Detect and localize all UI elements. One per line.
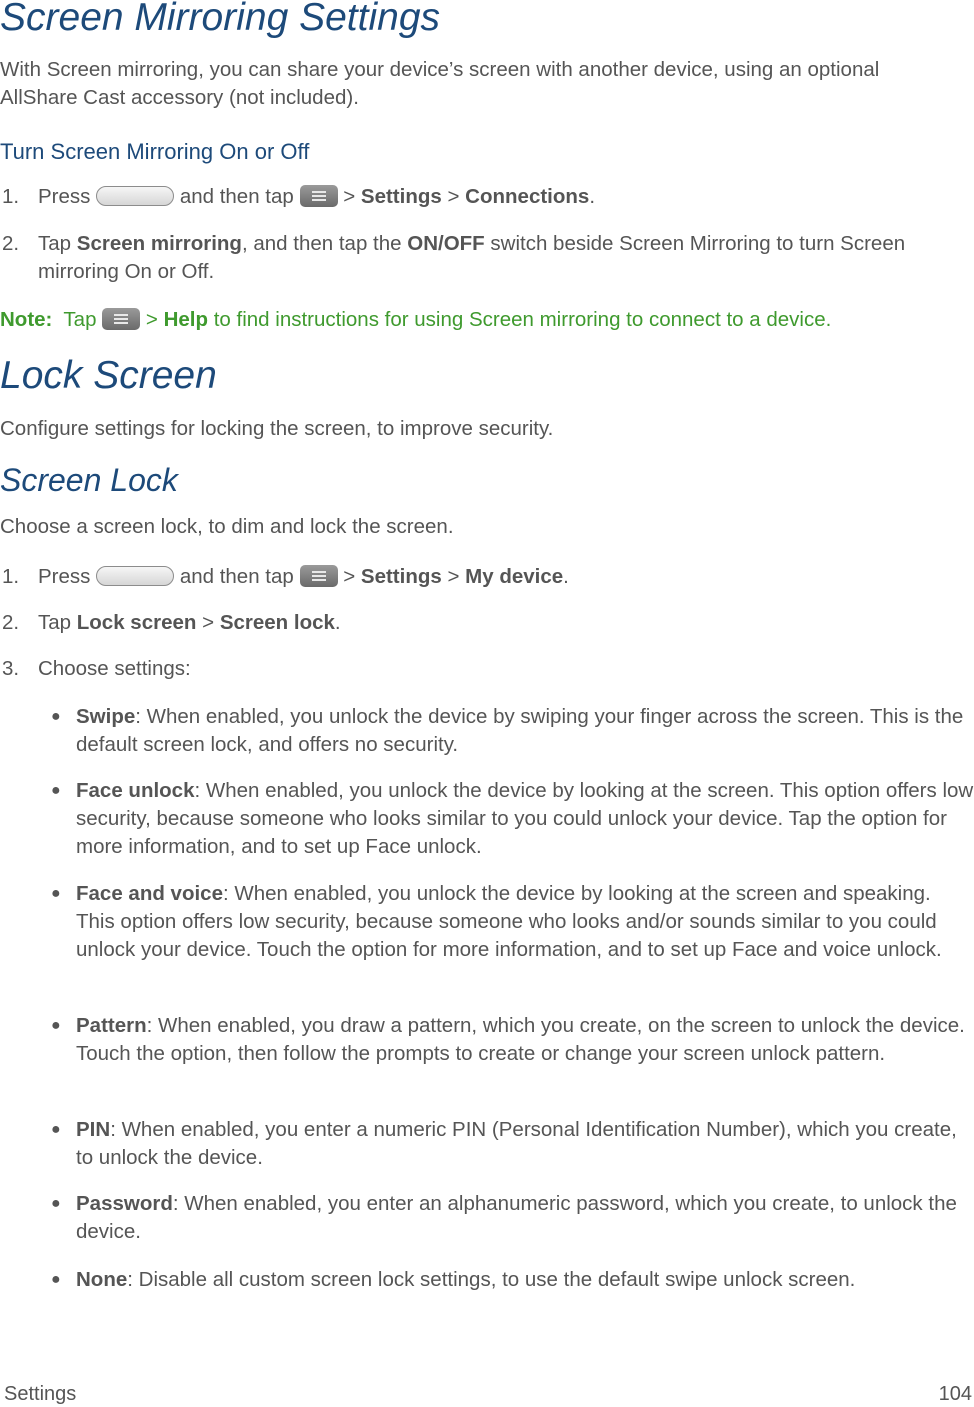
- bullet-icon: ●: [51, 1121, 61, 1138]
- step-text: switch beside Screen Mirroring to turn Screen mirroring On or Off.: [38, 232, 906, 283]
- screen-mirroring-label: Screen mirroring: [76, 232, 242, 255]
- option-name: Face and voice: [76, 882, 223, 905]
- footer-section: Settings: [4, 1383, 77, 1405]
- period: .: [589, 185, 596, 208]
- on-off-label: ON/OFF: [407, 232, 485, 255]
- option-name: PIN: [76, 1118, 111, 1141]
- screen-lock-intro: Choose a screen lock, to dim and lock the screen.: [0, 515, 454, 538]
- screen-lock-label: Screen lock: [219, 611, 335, 634]
- lock-screen-intro: Configure settings for locking the screen, to improve security.: [0, 417, 554, 440]
- option-name: Password: [76, 1192, 173, 1215]
- bullet-icon: ●: [51, 885, 61, 902]
- option-desc: : When enabled, you unlock the device by looking at the screen. This option offers low security, because someone who looks similar to you could unlock your device. Tap the option for more information, and to set up Face unlock.: [76, 779, 974, 858]
- option-name: Pattern: [76, 1014, 147, 1037]
- separator: >: [343, 565, 356, 588]
- option-name: None: [76, 1268, 128, 1291]
- bullet-icon: ●: [51, 782, 61, 799]
- step-number: 3.: [2, 657, 20, 680]
- subtitle-turn-mirroring: Turn Screen Mirroring On or Off: [0, 139, 310, 164]
- step-text: Press: [38, 565, 91, 588]
- separator: >: [202, 611, 215, 634]
- my-device-label: My device: [465, 565, 564, 588]
- option-desc: : When enabled, you enter a numeric PIN (Personal Identification Number), which you create, to unlock the device.: [76, 1118, 957, 1169]
- section-title-screen-lock: Screen Lock: [0, 462, 178, 498]
- separator: >: [447, 185, 460, 208]
- option-name: Face unlock: [76, 779, 195, 802]
- step-text: and then tap: [179, 185, 294, 208]
- separator: >: [343, 185, 356, 208]
- note-label: Note:: [0, 308, 53, 331]
- step-number: 1.: [2, 565, 20, 588]
- step-text: , and then tap the: [241, 232, 402, 255]
- page-title-screen-mirroring: Screen Mirroring Settings: [0, 0, 441, 39]
- step-number: 2.: [2, 232, 20, 255]
- bullet-icon: ●: [51, 708, 61, 725]
- step-number: 2.: [2, 611, 20, 634]
- lock-screen-label: Lock screen: [76, 611, 197, 634]
- period: .: [563, 565, 569, 588]
- step-text: Tap: [38, 232, 72, 255]
- step-text: and then tap: [179, 565, 294, 588]
- step-number: 1.: [2, 185, 20, 208]
- period: .: [334, 611, 341, 634]
- step-text: Press: [38, 185, 91, 208]
- option-name: Swipe: [76, 705, 136, 728]
- step-text: Tap: [38, 611, 72, 634]
- note-text: to find instructions for using Screen mirroring to connect to a device.: [213, 308, 832, 331]
- bullet-icon: ●: [51, 1271, 61, 1288]
- home-key-icon: [96, 566, 174, 586]
- footer-page-number: 104: [938, 1383, 972, 1405]
- bullet-icon: ●: [51, 1017, 61, 1034]
- separator: >: [145, 308, 158, 331]
- home-key-icon: [96, 186, 174, 206]
- step-text: Choose settings:: [38, 657, 191, 680]
- screen-mirroring-intro: With Screen mirroring, you can share your device’s screen with another device, using an optional AllShare Cast accessory (not included).: [0, 58, 880, 109]
- settings-label: Settings: [360, 185, 442, 208]
- option-desc: : When enabled, you enter an alphanumeric password, which you create, to unlock the device.: [76, 1192, 957, 1243]
- option-desc: : When enabled, you unlock the device by looking at the screen and speaking. This option offers low security, because someone who looks and/or sounds similar to you could unlock your device. Touch the option for more information, and to set up Face and voice unlock.: [76, 882, 942, 961]
- separator: >: [447, 565, 460, 588]
- note-text: Tap: [63, 308, 97, 331]
- option-desc: : Disable all custom screen lock settings, to use the default swipe unlock screen.: [127, 1268, 856, 1291]
- page-title-lock-screen: Lock Screen: [0, 354, 217, 397]
- settings-label: Settings: [360, 565, 442, 588]
- menu-key-icon: [102, 308, 140, 330]
- option-desc: : When enabled, you draw a pattern, which you create, on the screen to unlock the device. Touch the option, then follow the prompts to create or change your screen unlock pattern.: [76, 1014, 965, 1065]
- menu-key-icon: [300, 565, 338, 587]
- bullet-icon: ●: [51, 1195, 61, 1212]
- help-label: Help: [163, 308, 209, 331]
- mirroring-note: [0, 306, 974, 334]
- connections-label: Connections: [465, 185, 590, 208]
- option-desc: : When enabled, you unlock the device by swiping your finger across the screen. This is the default screen lock, and offers no security.: [76, 705, 964, 756]
- menu-key-icon: [300, 185, 338, 207]
